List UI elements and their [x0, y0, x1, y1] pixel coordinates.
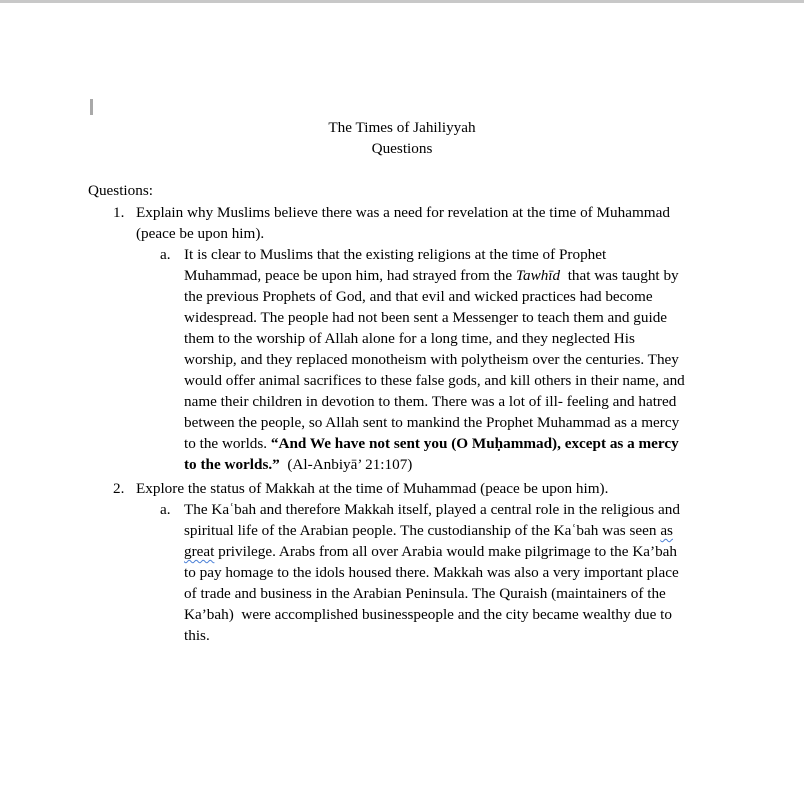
text-cursor-marker [90, 99, 93, 115]
quran-quote: to the worlds.” [184, 456, 280, 473]
answer-line: The Kaʿbah and therefore Makkah itself, played a central role in the religious and [184, 501, 680, 518]
answer-line: the previous Prophets of God, and that evil and wicked practices had become [184, 288, 653, 305]
answer-letter: a. [160, 246, 171, 263]
question-line: Explore the status of Makkah at the time of Muhammad (peace be upon him). [136, 480, 609, 497]
answer-line: between the people, so Allah sent to mankind the Prophet Muhammad as a mercy [184, 414, 680, 431]
answer-line: It is clear to Muslims that the existing religions at the time of Prophet [184, 246, 607, 263]
grammar-flagged-word[interactable]: as [660, 522, 673, 539]
answer-line: widespread. The people had not been sent a Messenger to teach them and guide [184, 309, 668, 326]
question-line: (peace be upon him). [136, 225, 265, 242]
text-run: privilege. Arabs from all over Arabia would make pilgrimage to the Ka’bah [214, 543, 678, 560]
answer-line: Ka’bah) were accomplished businesspeople and the city became wealthy due to [184, 606, 672, 623]
document-title: The Times of Jahiliyyah [328, 119, 476, 136]
title-block [0, 117, 804, 159]
text-run: spiritual life of the Arabian people. The custodianship of the Kaʿbah was seen [184, 522, 661, 539]
answer-line: them to the worship of Allah alone for a long time, and they neglected His [184, 330, 635, 347]
answer-text [184, 244, 724, 475]
question-number: 1. [113, 204, 125, 221]
text-run: Muhammad, peace be upon him, had strayed from the [184, 267, 516, 284]
question-number: 2. [113, 480, 125, 497]
answer-line [184, 454, 724, 475]
page-top-border [0, 0, 804, 3]
answer-letter: a. [160, 501, 171, 518]
answer-text [184, 499, 724, 646]
answer-line: would offer animal sacrifices to these false gods, and kill others in their name, and [184, 372, 685, 389]
answer-line: of trade and business in the Arabian Peninsula. The Quraish (maintainers of the [184, 585, 666, 602]
question-text [136, 202, 726, 244]
question-line: Explain why Muslims believe there was a need for revelation at the time of Muhammad [136, 204, 670, 221]
answer-line [184, 541, 724, 562]
quote-reference: (Al-Anbiyā’ 21:107) [279, 456, 413, 473]
answer-line: this. [184, 627, 210, 644]
grammar-flagged-word[interactable]: great [184, 543, 215, 560]
answer-line: to pay homage to the idols housed there. Makkah was also a very important place [184, 564, 679, 581]
italic-term: Tawhīd [515, 267, 561, 284]
answer-line [184, 433, 724, 454]
quran-quote: “And We have not sent you (O Muḥammad), except as a mercy [270, 435, 679, 452]
answer-line [184, 265, 724, 286]
questions-heading: Questions: [88, 182, 153, 199]
text-run: to the worlds. [184, 435, 271, 452]
question-text [136, 478, 726, 499]
text-run: that was taught by [560, 267, 679, 284]
answer-line: worship, and they replaced monotheism with polytheism over the centuries. They [184, 351, 679, 368]
document-subtitle: Questions [371, 140, 433, 157]
answer-line: name their children in devotion to them. There was a lot of ill- feeling and hatred [184, 393, 677, 410]
answer-line [184, 520, 724, 541]
